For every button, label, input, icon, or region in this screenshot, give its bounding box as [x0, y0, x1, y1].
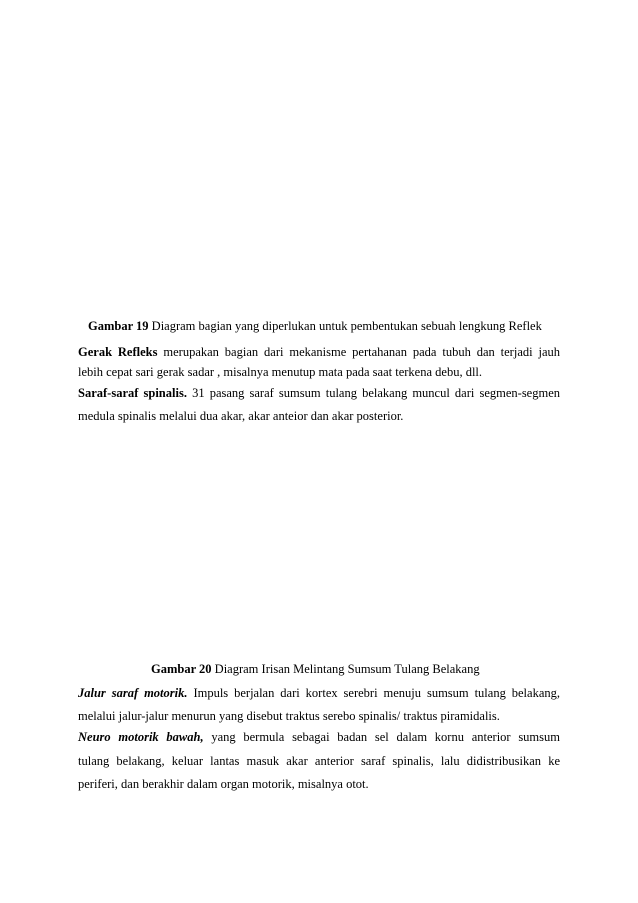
figure-20-caption: [151, 662, 480, 677]
saraf-spinalis-term: Saraf-saraf spinalis.: [78, 386, 187, 400]
saraf-spinalis-line-1: [78, 386, 560, 401]
figure-20-label: Gambar 20: [151, 662, 212, 676]
saraf-spinalis-text-1: 31 pasang saraf sumsum tulang belakang muncul dari segmen-segmen: [192, 386, 561, 400]
neuro-motorik-term: Neuro motorik bawah,: [78, 730, 204, 744]
neuro-motorik-line-1: [78, 730, 560, 745]
figure-20-text: Diagram Irisan Melintang Sumsum Tulang Belakang: [214, 662, 480, 676]
jalur-saraf-line-1: [78, 686, 560, 701]
figure-19-caption: [88, 319, 542, 334]
figure-19-text: Diagram bagian yang diperlukan untuk pembentukan sebuah lengkung Reflek: [151, 319, 542, 333]
jalur-saraf-text-1: Impuls berjalan dari kortex serebri menuju sumsum tulang belakang,: [193, 686, 561, 700]
neuro-motorik-text-1: yang bermula sebagai badan sel dalam kornu anterior sumsum: [211, 730, 560, 744]
neuro-motorik-line-3: periferi, dan berakhir dalam organ motorik, misalnya otot.: [78, 777, 369, 791]
gerak-refleks-term: Gerak Refleks: [78, 345, 158, 359]
neuro-motorik-line-2: tulang belakang, keluar lantas masuk akar anterior saraf spinalis, lalu didistribusikan ke: [78, 754, 560, 768]
gerak-refleks-text-1: merupakan bagian dari mekanisme pertahanan pada tubuh dan terjadi jauh: [163, 345, 560, 359]
gerak-refleks-line-1: [78, 345, 560, 360]
jalur-saraf-line-2: melalui jalur-jalur menurun yang disebut traktus serebo spinalis/ traktus piramidalis.: [78, 709, 500, 723]
gerak-refleks-line-2: lebih cepat sari gerak sadar , misalnya menutup mata pada saat terkena debu, dll.: [78, 365, 483, 379]
saraf-spinalis-line-2: medula spinalis melalui dua akar, akar anteior dan akar posterior.: [78, 409, 404, 423]
figure-19-label: Gambar 19: [88, 319, 149, 333]
jalur-saraf-term: Jalur saraf motorik.: [78, 686, 188, 700]
